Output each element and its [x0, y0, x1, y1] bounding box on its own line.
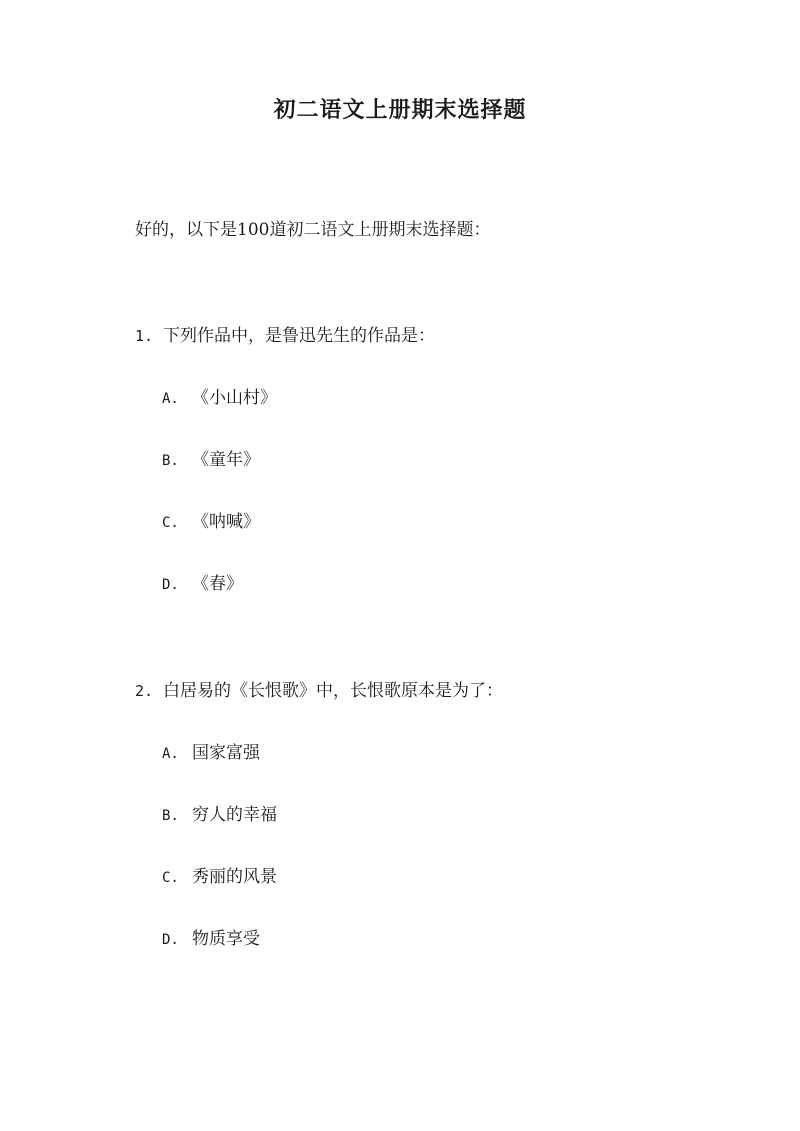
option-a — [162, 739, 260, 768]
option-text: 《童年》 — [192, 450, 260, 470]
option-letter: B. — [162, 453, 179, 469]
option-b — [162, 446, 260, 475]
option-text: 《小山村》 — [192, 388, 277, 408]
page-title: 初二语文上册期末选择题 — [273, 97, 527, 123]
option-d — [162, 925, 260, 954]
option-letter: C. — [162, 515, 179, 531]
option-letter: B. — [162, 808, 179, 824]
option-text: 物质享受 — [192, 929, 260, 949]
option-b — [162, 801, 277, 830]
option-text: 国家富强 — [192, 743, 260, 763]
option-c — [162, 863, 277, 892]
option-letter: D. — [162, 577, 179, 593]
option-letter: D. — [162, 932, 179, 948]
option-letter: A. — [162, 391, 179, 407]
question-stem — [135, 677, 503, 705]
question-text: 下列作品中，是鲁迅先生的作品是： — [163, 326, 435, 346]
option-text: 《春》 — [192, 574, 243, 594]
option-a — [162, 384, 277, 413]
intro-text: 好的，以下是100道初二语文上册期末选择题： — [135, 220, 491, 240]
question-stem — [135, 322, 435, 350]
option-text: 《呐喊》 — [192, 512, 260, 532]
question-number: 1. — [135, 327, 154, 345]
option-letter: C. — [162, 870, 179, 886]
option-c — [162, 508, 260, 537]
option-text: 穷人的幸福 — [192, 805, 277, 825]
question-text: 白居易的《长恨歌》中，长恨歌原本是为了： — [163, 681, 503, 701]
question-number: 2. — [135, 682, 154, 700]
option-letter: A. — [162, 746, 179, 762]
option-d — [162, 570, 243, 599]
option-text: 秀丽的风景 — [192, 867, 277, 887]
